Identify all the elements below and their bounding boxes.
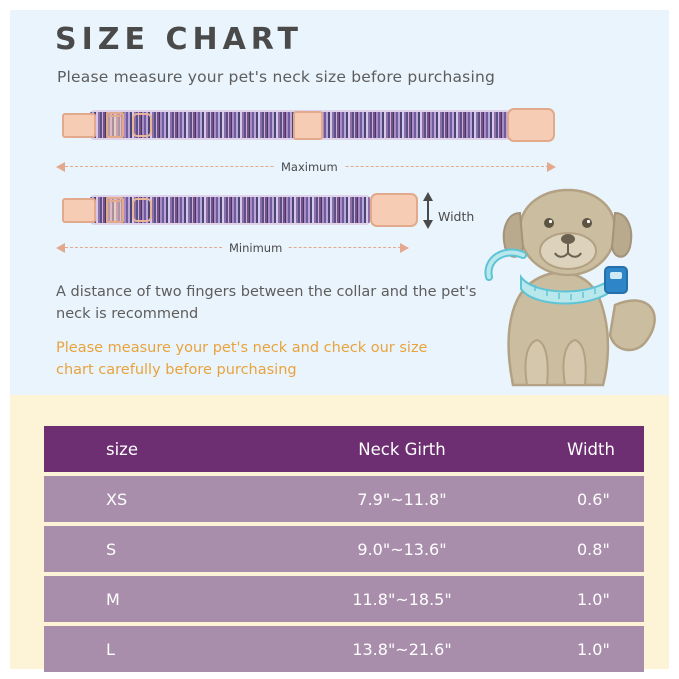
- minimum-label: Minimum: [223, 241, 288, 255]
- dimension-arrow-left-max: [56, 162, 65, 172]
- buckle-mid-max: [293, 111, 323, 140]
- width-arrow-down: [423, 220, 433, 229]
- cell-width: 0.8": [529, 526, 644, 572]
- dog-svg: [465, 185, 670, 400]
- d-ring-max: [132, 113, 152, 137]
- dimension-arrow-right-max: [547, 162, 556, 172]
- cell-size: S: [44, 526, 275, 572]
- cell-width: 1.0": [529, 626, 644, 672]
- table-row: [44, 526, 644, 572]
- cell-size: M: [44, 576, 275, 622]
- cell-width: 1.0": [529, 576, 644, 622]
- cell-size: XS: [44, 476, 275, 522]
- table-row: [44, 626, 644, 672]
- buckle-right-min: [370, 193, 418, 227]
- slider-adjuster-min: [106, 197, 124, 223]
- page-subtitle: Please measure your pet's neck size before purchasing: [57, 68, 496, 86]
- d-ring-min: [132, 198, 152, 222]
- finger-distance-note: A distance of two fingers between the collar and the pet's neck is recommend: [56, 284, 477, 322]
- dog-illustration: [465, 185, 670, 400]
- table-row: [44, 476, 644, 522]
- cell-neck-girth: 7.9"~11.8": [275, 476, 529, 522]
- cell-neck-girth: 13.8"~21.6": [275, 626, 529, 672]
- cell-width: 0.6": [529, 476, 644, 522]
- cell-neck-girth: 11.8"~18.5": [275, 576, 529, 622]
- width-indicator-line: [427, 198, 429, 222]
- width-arrow-up: [423, 192, 433, 201]
- dimension-arrow-right-min: [400, 243, 409, 253]
- table-row: [44, 576, 644, 622]
- cell-size: L: [44, 626, 275, 672]
- buckle-right-max: [507, 108, 555, 142]
- page-title: SIZE CHART: [55, 22, 304, 57]
- dimension-arrow-left-min: [56, 243, 65, 253]
- column-header-size: size: [44, 426, 275, 472]
- column-header-neck-girth: Neck Girth: [275, 426, 529, 472]
- buckle-left-max: [62, 113, 96, 138]
- width-label: Width: [438, 209, 475, 224]
- column-header-width: Width: [529, 426, 644, 472]
- slider-adjuster-max: [106, 112, 124, 138]
- maximum-label: Maximum: [275, 160, 344, 174]
- measure-warning-note: Please measure your pet's neck and check our size chart carefully before purchasing: [56, 340, 428, 378]
- size-chart-table: [44, 422, 644, 676]
- buckle-left-min: [62, 198, 96, 223]
- table-header-row: [44, 426, 644, 472]
- cell-neck-girth: 9.0"~13.6": [275, 526, 529, 572]
